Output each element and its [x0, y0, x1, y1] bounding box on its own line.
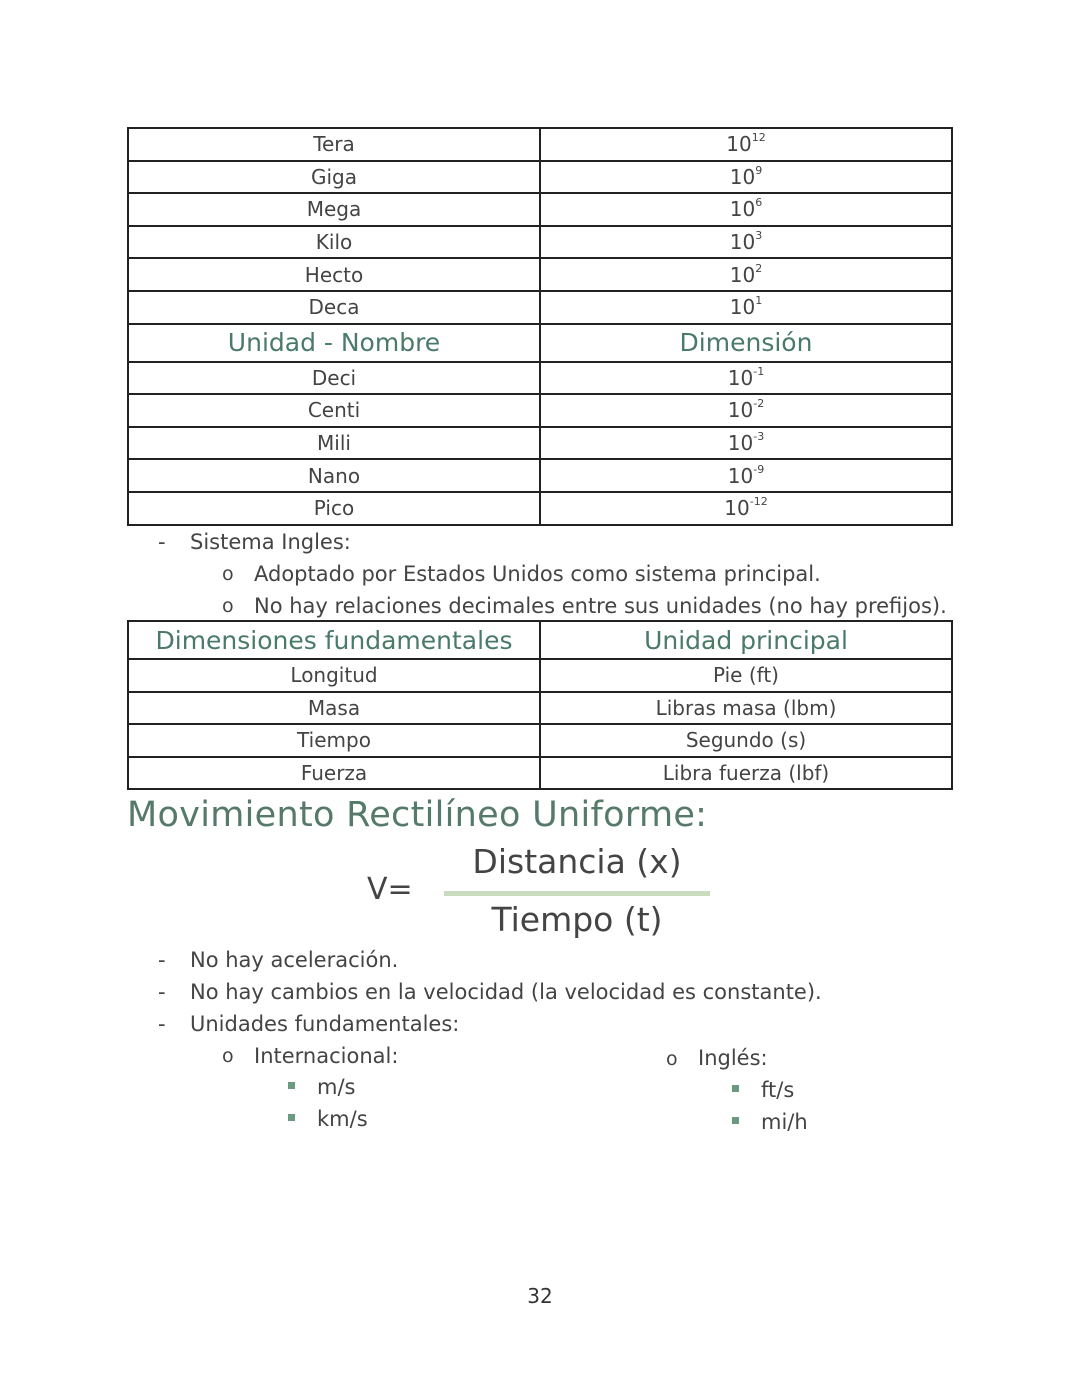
unit-cell: Libra fuerza (lbf)	[540, 757, 952, 790]
english-units-table	[127, 620, 953, 790]
mru-bullet: No hay cambios en la velocidad (la velocidad es constante).	[190, 980, 822, 1004]
prefix-name: Kilo	[128, 226, 540, 259]
english-system-point: No hay relaciones decimales entre sus unidades (no hay prefijos).	[254, 594, 947, 618]
prefix-power: $10^{-1}$	[540, 362, 952, 395]
page-number: 32	[527, 1284, 553, 1308]
formula-numerator: Distancia (x)	[472, 842, 682, 881]
prefix-power: $10^3$	[540, 226, 952, 259]
unit-item: km/s	[317, 1107, 368, 1131]
circle-marker: o	[222, 1045, 234, 1067]
table-row	[128, 291, 952, 324]
table-row	[128, 161, 952, 194]
square-bullet-icon	[732, 1085, 739, 1092]
prefix-name: Mega	[128, 193, 540, 226]
prefix-name: Giga	[128, 161, 540, 194]
circle-marker: o	[222, 563, 234, 585]
prefix-name: Deca	[128, 291, 540, 324]
table-row	[128, 226, 952, 259]
circle-marker: o	[222, 595, 234, 617]
dimension-cell: Masa	[128, 692, 540, 725]
table-row	[128, 459, 952, 492]
dimension-cell: Longitud	[128, 659, 540, 692]
english-label: Inglés:	[698, 1046, 768, 1070]
dimension-cell: Fuerza	[128, 757, 540, 790]
prefix-table	[127, 127, 953, 526]
formula-denominator: Tiempo (t)	[491, 900, 663, 939]
column-header-main-unit: Unidad principal	[540, 621, 952, 659]
unit-item: ft/s	[761, 1078, 795, 1102]
unit-cell: Pie (ft)	[540, 659, 952, 692]
table-header-row	[128, 324, 952, 362]
dash-marker: -	[158, 530, 166, 554]
prefix-name: Centi	[128, 394, 540, 427]
table-row	[128, 193, 952, 226]
prefix-name: Nano	[128, 459, 540, 492]
section-title: Movimiento Rectilíneo Uniforme:	[127, 795, 708, 835]
prefix-power: $10^{12}$	[540, 128, 952, 161]
formula-lhs: V=	[367, 872, 413, 907]
column-header-unit-name: Unidad - Nombre	[128, 324, 540, 362]
square-bullet-icon	[288, 1114, 295, 1121]
unit-item: m/s	[317, 1075, 356, 1099]
dash-marker: -	[158, 980, 166, 1004]
table-row	[128, 757, 952, 790]
table-row	[128, 394, 952, 427]
fraction-bar	[444, 891, 710, 896]
prefix-power: $10^1$	[540, 291, 952, 324]
international-label: Internacional:	[254, 1044, 399, 1068]
prefix-name: Pico	[128, 492, 540, 525]
unit-item: mi/h	[761, 1110, 808, 1134]
mru-bullet: Unidades fundamentales:	[190, 1012, 460, 1036]
table-row	[128, 427, 952, 460]
prefix-power: $10^{-3}$	[540, 427, 952, 460]
dash-marker: -	[158, 948, 166, 972]
prefix-power: $10^9$	[540, 161, 952, 194]
table-row	[128, 692, 952, 725]
prefix-name: Hecto	[128, 258, 540, 291]
english-system-title: Sistema Ingles:	[190, 530, 351, 554]
prefix-power: $10^6$	[540, 193, 952, 226]
table-row	[128, 492, 952, 525]
column-header-dimension: Dimensión	[540, 324, 952, 362]
column-header-dimensions: Dimensiones fundamentales	[128, 621, 540, 659]
dash-marker: -	[158, 1012, 166, 1036]
square-bullet-icon	[288, 1082, 295, 1089]
table-row	[128, 362, 952, 395]
prefix-name: Tera	[128, 128, 540, 161]
prefix-name: Deci	[128, 362, 540, 395]
table-row	[128, 724, 952, 757]
dimension-cell: Tiempo	[128, 724, 540, 757]
unit-cell: Libras masa (lbm)	[540, 692, 952, 725]
table-row	[128, 128, 952, 161]
circle-marker: o	[666, 1048, 678, 1070]
prefix-power: $10^{-9}$	[540, 459, 952, 492]
prefix-name: Mili	[128, 427, 540, 460]
square-bullet-icon	[732, 1117, 739, 1124]
table-header-row	[128, 621, 952, 659]
unit-cell: Segundo (s)	[540, 724, 952, 757]
prefix-power: $10^{-12}$	[540, 492, 952, 525]
table-row	[128, 258, 952, 291]
prefix-power: $10^{-2}$	[540, 394, 952, 427]
table-row	[128, 659, 952, 692]
mru-bullet: No hay aceleración.	[190, 948, 399, 972]
english-system-point: Adoptado por Estados Unidos como sistema principal.	[254, 562, 821, 586]
prefix-power: $10^2$	[540, 258, 952, 291]
